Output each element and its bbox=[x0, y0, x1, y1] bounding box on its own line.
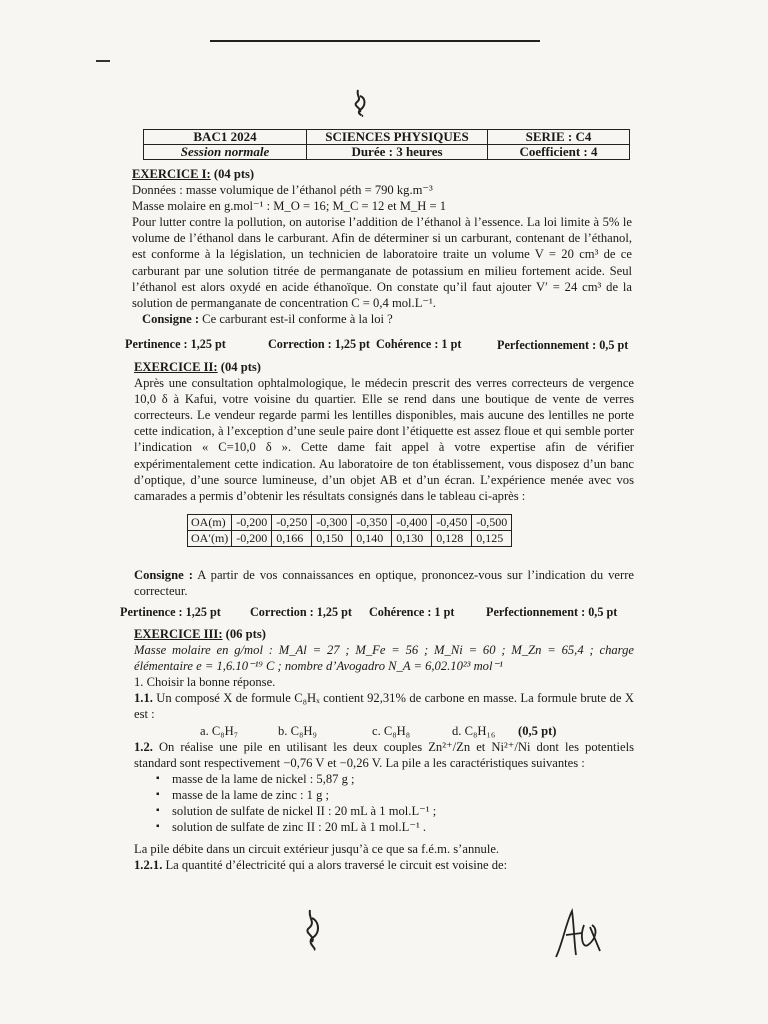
exercise-1-points: (04 pts) bbox=[210, 167, 255, 181]
discharge-statement: La pile débite dans un circuit extérieur jusqu’à ce que sa f.é.m. s’annule. bbox=[134, 842, 500, 857]
exercise-2 bbox=[134, 359, 634, 504]
header-session: Session normale bbox=[144, 145, 307, 160]
table-cell: -0,250 bbox=[272, 515, 312, 531]
grading-2-correction: Correction : 1,25 pt bbox=[250, 605, 352, 619]
question-text: La quantité d’électricité qui a alors traversé le circuit est voisine de: bbox=[162, 858, 508, 873]
initials-signature-bottom-left bbox=[298, 908, 326, 952]
grading-1-correction: Correction : 1,25 pt bbox=[268, 337, 370, 351]
exercise-1-molar: Masse molaire en g.mol⁻¹ : M_O = 16; M_C = 12 et M_H = 1 bbox=[132, 199, 447, 214]
exercise-3-title bbox=[134, 626, 634, 642]
header-series: SERIE : C4 bbox=[488, 130, 630, 145]
table-row-label: OA′(m) bbox=[188, 531, 232, 547]
exercise-3-points: (06 pts) bbox=[222, 627, 266, 641]
table-cell: 0,125 bbox=[472, 531, 512, 547]
answer-choices bbox=[134, 723, 634, 739]
table-cell: 0,166 bbox=[272, 531, 312, 547]
exercise-2-title bbox=[134, 359, 634, 375]
table-cell: -0,200 bbox=[232, 531, 272, 547]
list-item: ▪ solution de sulfate de zinc II : 20 mL à 1 mol.L⁻¹ . bbox=[134, 819, 634, 835]
list-item: ▪ masse de la lame de zinc : 1 g ; bbox=[134, 787, 634, 803]
table-cell: -0,450 bbox=[432, 515, 472, 531]
consigne-text: Ce carburant est-il conforme à la loi ? bbox=[199, 311, 393, 326]
exercise-2-points: (04 pts) bbox=[217, 360, 262, 374]
exam-header-table bbox=[143, 129, 630, 160]
margin-mark bbox=[96, 60, 110, 62]
table-cell: -0,200 bbox=[232, 515, 272, 531]
header-exam: BAC1 2024 bbox=[144, 130, 307, 145]
table-cell: 0,140 bbox=[352, 531, 392, 547]
exercise-2-consigne bbox=[134, 567, 634, 599]
table-row-label: OA(m) bbox=[188, 515, 232, 531]
grading-2-coherence: Cohérence : 1 pt bbox=[369, 605, 455, 619]
exercise-3-title-text: EXERCICE III: bbox=[134, 627, 223, 641]
choice-c: c. C₈H₈ bbox=[372, 723, 411, 738]
consigne-label: Consigne : bbox=[142, 311, 200, 326]
grading-1-coherence: Cohérence : 1 pt bbox=[376, 337, 462, 351]
choice-a: a. C₈H₇ bbox=[200, 723, 239, 738]
table-cell: -0,350 bbox=[352, 515, 392, 531]
exercise-1-title bbox=[132, 166, 632, 182]
exercise-1-data: Données : masse volumique de l’éthanol ρéth = 790 kg.m⁻³ bbox=[132, 183, 433, 198]
exercise-1-text: Pour lutter contre la pollution, on autorise l’addition de l’éthanol à l’essence. La loi limite à 5% le volume de l’éthanol dans le carburant. Afin de déterminer si un carburant, contenant de l’éthanol, est conforme à la législation, un technicien de laboratoire traite un volume V = 20 cm³ de ce carburant par une solution titrée de permanganate de potassium en milieu fortement acide. Seul l’éthanol est alors oxydé en acide éthanoïque. On constate qu’il faut ajouter V′ = 24 cm³ de la solution de permanganate de concentration C = 0,4 mol.L⁻¹. bbox=[132, 215, 632, 310]
question-1-1 bbox=[134, 690, 634, 722]
question-text: On réalise une pile en utilisant les deux couples Zn²⁺/Zn et Ni²⁺/Ni dont les potentiels standard sont respectivement −0,76 V et −0,26 V. La pile a les caractéristiques suivantes : bbox=[134, 739, 634, 770]
consigne-label: Consigne : bbox=[134, 568, 193, 582]
choice-d: d. C₈H₁₆ bbox=[452, 723, 496, 738]
table-cell: -0,400 bbox=[392, 515, 432, 531]
table-row bbox=[188, 531, 512, 547]
exercise-1 bbox=[132, 166, 632, 327]
question-text: Un composé X de formule C₈Hₓ contient 92,31% de carbone en masse. La formule brute de X est : bbox=[134, 691, 634, 722]
question-1-2 bbox=[134, 739, 634, 771]
question-1: 1. Choisir la bonne réponse. bbox=[134, 675, 276, 690]
cell-characteristics-list bbox=[134, 771, 634, 835]
grading-1-pertinence: Pertinence : 1,25 pt bbox=[125, 337, 226, 351]
table-cell: 0,128 bbox=[432, 531, 472, 547]
exercise-1-consigne bbox=[132, 311, 632, 327]
question-number: 1.1. bbox=[134, 691, 153, 706]
choice-b: b. C₈H₉ bbox=[278, 723, 317, 738]
handwritten-signature-bottom-right bbox=[552, 905, 604, 961]
exercise-3-constants: Masse molaire en g/mol : M_Al = 27 ; M_Fe = 56 ; M_Ni = 60 ; M_Zn = 65,4 ; charge élémentaire e = 1,6.10⁻¹⁹ C ; nombre d’Avogadro N_A = 6,02.10²³ mol⁻¹ bbox=[134, 643, 634, 674]
question-number: 1.2. bbox=[134, 739, 153, 754]
table-row bbox=[188, 515, 512, 531]
exercise-2-title-text: EXERCICE II: bbox=[134, 360, 218, 374]
top-rule bbox=[210, 40, 540, 42]
consigne-text: A partir de vos connaissances en optique, prononcez-vous sur l’indication du verre correcteur. bbox=[134, 568, 635, 599]
table-cell: 0,150 bbox=[312, 531, 352, 547]
table-cell: 0,130 bbox=[392, 531, 432, 547]
table-cell: -0,300 bbox=[312, 515, 352, 531]
initials-signature-top bbox=[348, 88, 372, 118]
question-1-2-1 bbox=[134, 857, 634, 873]
exercise-2-text: Après une consultation ophtalmologique, le médecin prescrit des verres correcteurs de vergence 10,0 δ à Kafui, votre voisine du quartier. Elle se rend dans une boutique de vente de verres correcteurs. Le vendeur regarde parmi les lentilles disponibles, mais aucune des lentilles ne porte cette indication, à l’exception d’une seule paire dont l’étiquette est assez floue et qui semble porter l’indication « C=10,0 δ ». Cette dame fait appel à votre expertise afin de vérifier expérimentalement cette indication. Au laboratoire de ton établissement, vous disposez d’un banc d’optique, d’une source lumineuse, d’un objet AB et d’un écran. L’expérience menée avec vos camarades a permis d’obtenir les résultats consignés dans le tableau ci-après : bbox=[134, 376, 634, 503]
question-number: 1.2.1. bbox=[134, 858, 163, 873]
grading-2-perfectionnement: Perfectionnement : 0,5 pt bbox=[486, 605, 618, 619]
grading-2-pertinence: Pertinence : 1,25 pt bbox=[120, 605, 221, 619]
header-duration: Durée : 3 heures bbox=[307, 145, 488, 160]
header-subject: SCIENCES PHYSIQUES bbox=[307, 130, 488, 145]
table-cell: -0,500 bbox=[472, 515, 512, 531]
choice-points: (0,5 pt) bbox=[518, 723, 557, 738]
list-item: ▪ solution de sulfate de nickel II : 20 mL à 1 mol.L⁻¹ ; bbox=[134, 803, 634, 819]
exercise-1-title-text: EXERCICE I: bbox=[132, 167, 211, 181]
header-coefficient: Coefficient : 4 bbox=[488, 145, 630, 160]
list-item: ▪ masse de la lame de nickel : 5,87 g ; bbox=[134, 771, 634, 787]
exercise-3 bbox=[134, 626, 634, 873]
optics-results-table bbox=[187, 514, 512, 547]
grading-1-perfectionnement: Perfectionnement : 0,5 pt bbox=[497, 338, 629, 352]
